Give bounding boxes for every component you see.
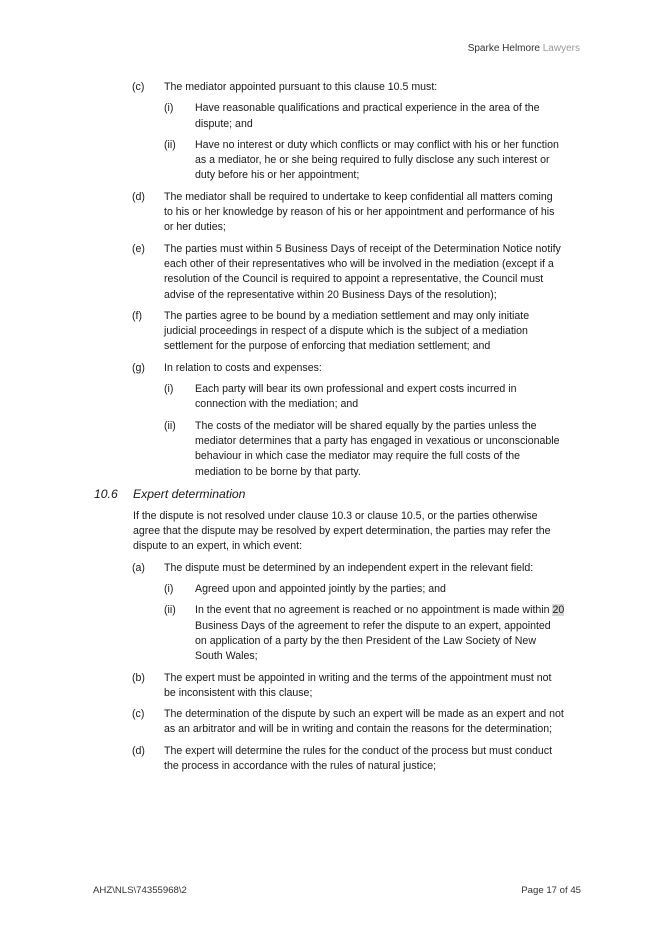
clause-label: (e) — [132, 242, 145, 255]
clause-10-5-g — [0, 361, 656, 376]
clause-10-5-e — [0, 242, 656, 303]
subclause-text — [195, 603, 565, 664]
section-title: Expert determination — [133, 486, 246, 501]
subclause-text: Have reasonable qualifications and practical experience in the area of the dispute; and — [195, 102, 540, 130]
document-reference: AHZ\NLS\74355968\2 — [93, 885, 187, 896]
clause-text: The mediator appointed pursuant to this clause 10.5 must: — [164, 81, 438, 93]
subclause-label: (i) — [164, 583, 174, 596]
clause-10-5-d — [0, 190, 656, 236]
clause-text: The mediator shall be required to undertake to keep confidential all matters coming to his or her knowledge by reason of his or her appointment and performance of his or her duties; — [164, 190, 555, 234]
subclause-text: The costs of the mediator will be shared equally by the parties unless the mediator determines that a party has engaged in vexatious or unconscionable behaviour in which case the mediator may require the full costs of the mediation to be borne by that party. — [195, 419, 560, 478]
text-after: Business Days of the agreement to refer the dispute to an expert, appointed on application of a party by the then President of the Law Society of New South Wales; — [195, 619, 551, 663]
clause-10-5-c-i — [0, 101, 656, 132]
subclause-label: (i) — [164, 383, 174, 396]
clause-text: The parties must within 5 Business Days of receipt of the Determination Notice notify each other of their representatives who will be involved in the mediation (except if a resolution of the Council is required to appoint a representative, the Council must advise of the representative within 20 Business Days of the resolution); — [164, 242, 561, 301]
section-intro: If the dispute is not resolved under clause 10.3 or clause 10.5, or the parties otherwise agree that the dispute may be resolved by expert determination, the parties may refer the dispute to an expert, in which event: — [133, 509, 551, 553]
clause-label: (d) — [132, 190, 145, 203]
clause-label: (a) — [132, 561, 145, 574]
clause-text: The expert must be appointed in writing and the terms of the appointment must not be inconsistent with this clause; — [164, 671, 552, 699]
clause-10-5-c-ii — [0, 138, 656, 184]
clause-10-6-a-i — [0, 582, 656, 597]
clause-label: (c) — [132, 81, 145, 93]
section-number: 10.6 — [94, 486, 118, 501]
subclause-label: (ii) — [164, 419, 176, 432]
clause-text: The parties agree to be bound by a mediation settlement and may only initiate judicial proceedings in respect of a dispute which is the subject of a mediation settlement for the purpose of enforcing that mediation settlement; and — [164, 309, 530, 353]
page-header — [468, 43, 580, 54]
clause-10-5-f — [0, 309, 656, 355]
clause-label: (f) — [132, 309, 142, 322]
subclause-text: Agreed upon and appointed jointly by the parties; and — [195, 583, 446, 596]
clause-10-6-a-ii — [0, 603, 656, 664]
clause-text: The dispute must be determined by an independent expert in the relevant field: — [164, 561, 534, 574]
document-body — [0, 80, 656, 780]
clause-text: The expert will determine the rules for the conduct of the process but must conduct the process in accordance with the rules of natural justice; — [164, 744, 553, 772]
clause-text: The determination of the dispute by such an expert will be made as an expert and not as an arbitrator and will be in writing and contain the reasons for the determination; — [164, 708, 564, 736]
subclause-text: Have no interest or duty which conflicts or may conflict with his or her function as a mediator, he or she being required to fully disclose any such interest or duty before his or her appointment; — [195, 138, 559, 182]
highlighted-number: 20 — [552, 604, 565, 617]
clause-10-6-b — [0, 671, 656, 702]
clause-10-5-g-ii — [0, 419, 656, 480]
page-number: Page 17 of 45 — [521, 885, 581, 896]
clause-label: (g) — [132, 361, 145, 374]
subclause-label: (ii) — [164, 138, 176, 151]
firm-name: Sparke Helmore — [467, 43, 540, 54]
clause-10-6-c — [0, 707, 656, 738]
clause-text: In relation to costs and expenses: — [164, 361, 322, 374]
firm-suffix: Lawyers — [542, 43, 580, 54]
clause-10-6-d — [0, 744, 656, 775]
subclause-label: (i) — [164, 102, 174, 115]
subclause-text: Each party will bear its own professional and expert costs incurred in connection with the mediation; and — [195, 383, 517, 411]
clause-10-6-a — [0, 561, 656, 576]
section-heading — [0, 486, 656, 502]
clause-label: (d) — [132, 744, 145, 757]
clause-label: (c) — [132, 708, 145, 721]
clause-label: (b) — [132, 671, 145, 684]
subclause-label: (ii) — [164, 604, 176, 617]
text-before: In the event that no agreement is reached or no appointment is made within — [195, 604, 553, 617]
clause-10-5-g-i — [0, 382, 656, 413]
clause-10-5-c — [0, 80, 656, 95]
